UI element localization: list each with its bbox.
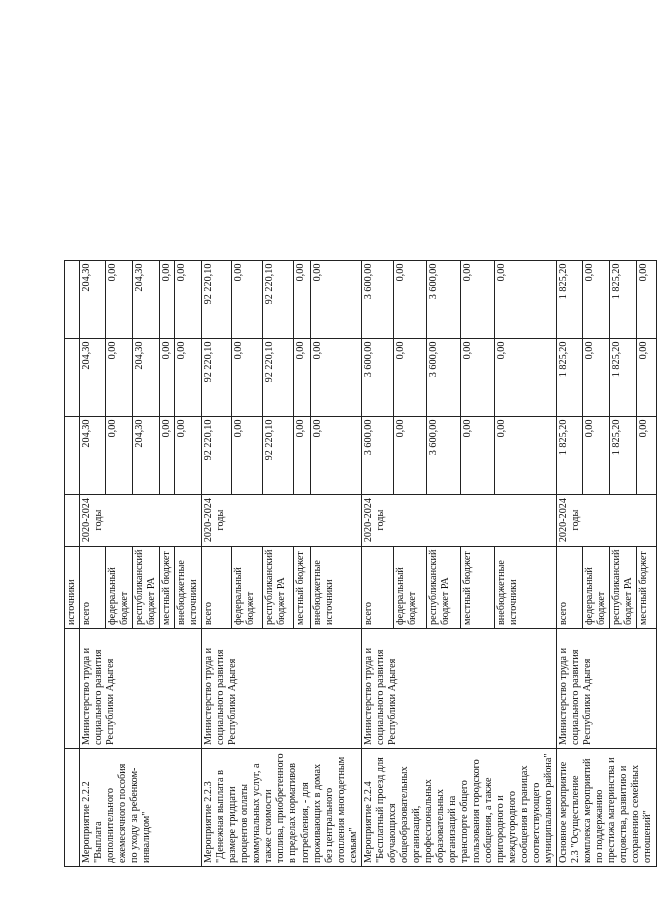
amount-cell: 92 220,10 [263, 260, 294, 338]
amount-cell: 204,30 [133, 260, 160, 338]
amount-cell: 0,00 [393, 338, 426, 416]
funding-source-cell: внебюджетные источники [175, 546, 202, 628]
amount-cell: 1 825,20 [610, 260, 637, 338]
header-empty-cell [65, 260, 80, 338]
table-row [80, 260, 106, 866]
amount-cell: 92 220,10 [263, 338, 294, 416]
amount-cell: 3 600,00 [361, 260, 393, 338]
amount-cell: 0,00 [495, 416, 557, 494]
amount-cell: 0,00 [311, 416, 361, 494]
header-empty-cell [65, 338, 80, 416]
header-empty-cell [65, 494, 80, 546]
funding-source-cell: всего [202, 546, 232, 628]
funding-source-cell: республиканский бюджет РА [610, 546, 637, 628]
amount-cell: 0,00 [583, 260, 610, 338]
measure-name-cell: Мероприятие 2.2.3 "Денежная выплата в размере тридцати процентов оплаты коммунальных услуг, а также стоимости топлива, приобретенного в пределах нормативов потребления, - для проживающих в домах без центрального отопления многодетным семьям" [202, 749, 361, 867]
funding-source-cell: всего [80, 546, 106, 628]
amount-cell: 0,00 [175, 338, 202, 416]
amount-cell: 0,00 [106, 338, 133, 416]
amount-cell: 0,00 [311, 260, 361, 338]
amount-cell: 0,00 [495, 338, 557, 416]
funding-source-cell: федеральный бюджет [232, 546, 263, 628]
amount-cell: 0,00 [294, 416, 311, 494]
funding-source-cell: внебюджетные источники [495, 546, 557, 628]
header-empty-cell [65, 629, 80, 749]
amount-cell: 0,00 [583, 338, 610, 416]
header-empty-cell [65, 749, 80, 867]
amount-cell: 204,30 [80, 260, 106, 338]
amount-cell: 92 220,10 [263, 416, 294, 494]
funding-source-cell: федеральный бюджет [393, 546, 426, 628]
executor-cell: Министерство труда и социального развития Республики Адыгея [80, 629, 202, 749]
amount-cell: 0,00 [106, 416, 133, 494]
amount-cell: 3 600,00 [361, 416, 393, 494]
period-cell: 2020-2024 годы [80, 494, 202, 546]
period-cell: 2020-2024 годы [361, 494, 557, 546]
amount-cell: 0,00 [175, 416, 202, 494]
amount-cell: 3 600,00 [427, 416, 460, 494]
amount-cell: 92 220,10 [202, 338, 232, 416]
period-cell: 2020-2024 годы [202, 494, 361, 546]
amount-cell: 0,00 [160, 338, 175, 416]
amount-cell: 204,30 [133, 338, 160, 416]
amount-cell: 0,00 [495, 260, 557, 338]
amount-cell: 0,00 [294, 260, 311, 338]
header-empty-cell [65, 416, 80, 494]
amount-cell: 1 825,20 [610, 416, 637, 494]
executor-cell: Министерство труда и социального развития Республики Адыгея [202, 629, 361, 749]
amount-cell: 92 220,10 [202, 416, 232, 494]
amount-cell: 0,00 [637, 416, 657, 494]
amount-cell: 0,00 [460, 416, 495, 494]
amount-cell: 3 600,00 [427, 338, 460, 416]
table-row [361, 260, 393, 866]
amount-cell: 204,30 [133, 416, 160, 494]
funding-source-cell: республиканский бюджет РА [263, 546, 294, 628]
amount-cell: 0,00 [583, 416, 610, 494]
amount-cell: 3 600,00 [427, 260, 460, 338]
measure-name-cell: Мероприятие 2.2.4 "Бесплатный проезд для обучающихся общеобразовательных организаций, профессиональных образовательных организаций на транспорте общего пользования городского сообщения, а также пригородного и междугородного сообщения в границах соответствующего муниципального района" [361, 749, 557, 867]
amount-cell: 1 825,20 [557, 416, 583, 494]
amount-cell: 0,00 [160, 416, 175, 494]
table-row [557, 260, 583, 866]
funding-source-cell: местный бюджет [637, 546, 657, 628]
amount-cell: 3 600,00 [361, 338, 393, 416]
amount-cell: 0,00 [175, 260, 202, 338]
sources-header: источники [65, 546, 80, 628]
amount-cell: 0,00 [393, 260, 426, 338]
funding-source-cell: внебюджетные источники [311, 546, 361, 628]
amount-cell: 0,00 [637, 260, 657, 338]
funding-source-cell: республиканский бюджет РА [133, 546, 160, 628]
funding-source-cell: республиканский бюджет РА [427, 546, 460, 628]
funding-source-cell: местный бюджет [460, 546, 495, 628]
amount-cell: 1 825,20 [557, 338, 583, 416]
funding-source-cell: федеральный бюджет [106, 546, 133, 628]
amount-cell: 0,00 [460, 338, 495, 416]
funding-source-cell: всего [557, 546, 583, 628]
amount-cell: 204,30 [80, 338, 106, 416]
header-row [65, 260, 80, 866]
executor-cell: Министерство труда и социального развития Республики Адыгея [557, 629, 657, 749]
amount-cell: 0,00 [294, 338, 311, 416]
funding-source-cell: федеральный бюджет [583, 546, 610, 628]
amount-cell: 0,00 [311, 338, 361, 416]
amount-cell: 0,00 [460, 260, 495, 338]
amount-cell: 1 825,20 [557, 260, 583, 338]
amount-cell: 0,00 [232, 260, 263, 338]
amount-cell: 0,00 [160, 260, 175, 338]
measure-name-cell: Мероприятие 2.2.2 "Выплата дополнительного ежемесячного пособия по уходу за ребенком-инвалидом" [80, 749, 202, 867]
amount-cell: 204,30 [80, 416, 106, 494]
amount-cell: 0,00 [637, 338, 657, 416]
period-cell: 2020-2024 годы [557, 494, 657, 546]
amount-cell: 92 220,10 [202, 260, 232, 338]
funding-source-cell: местный бюджет [294, 546, 311, 628]
measure-name-cell: Основное мероприятие 2.3 "Осуществление комплекса мероприятий по поддержанию престижа материнства и отцовства, развитию и сохранению семейных отношений" [557, 749, 657, 867]
amount-cell: 0,00 [393, 416, 426, 494]
funding-source-cell: местный бюджет [160, 546, 175, 628]
amount-cell: 1 825,20 [610, 338, 637, 416]
table-row [202, 260, 232, 866]
amount-cell: 0,00 [106, 260, 133, 338]
program-funding-table [64, 260, 657, 867]
executor-cell: Министерство труда и социального развития Республики Адыгея [361, 629, 557, 749]
amount-cell: 0,00 [232, 338, 263, 416]
funding-source-cell: всего [361, 546, 393, 628]
amount-cell: 0,00 [232, 416, 263, 494]
